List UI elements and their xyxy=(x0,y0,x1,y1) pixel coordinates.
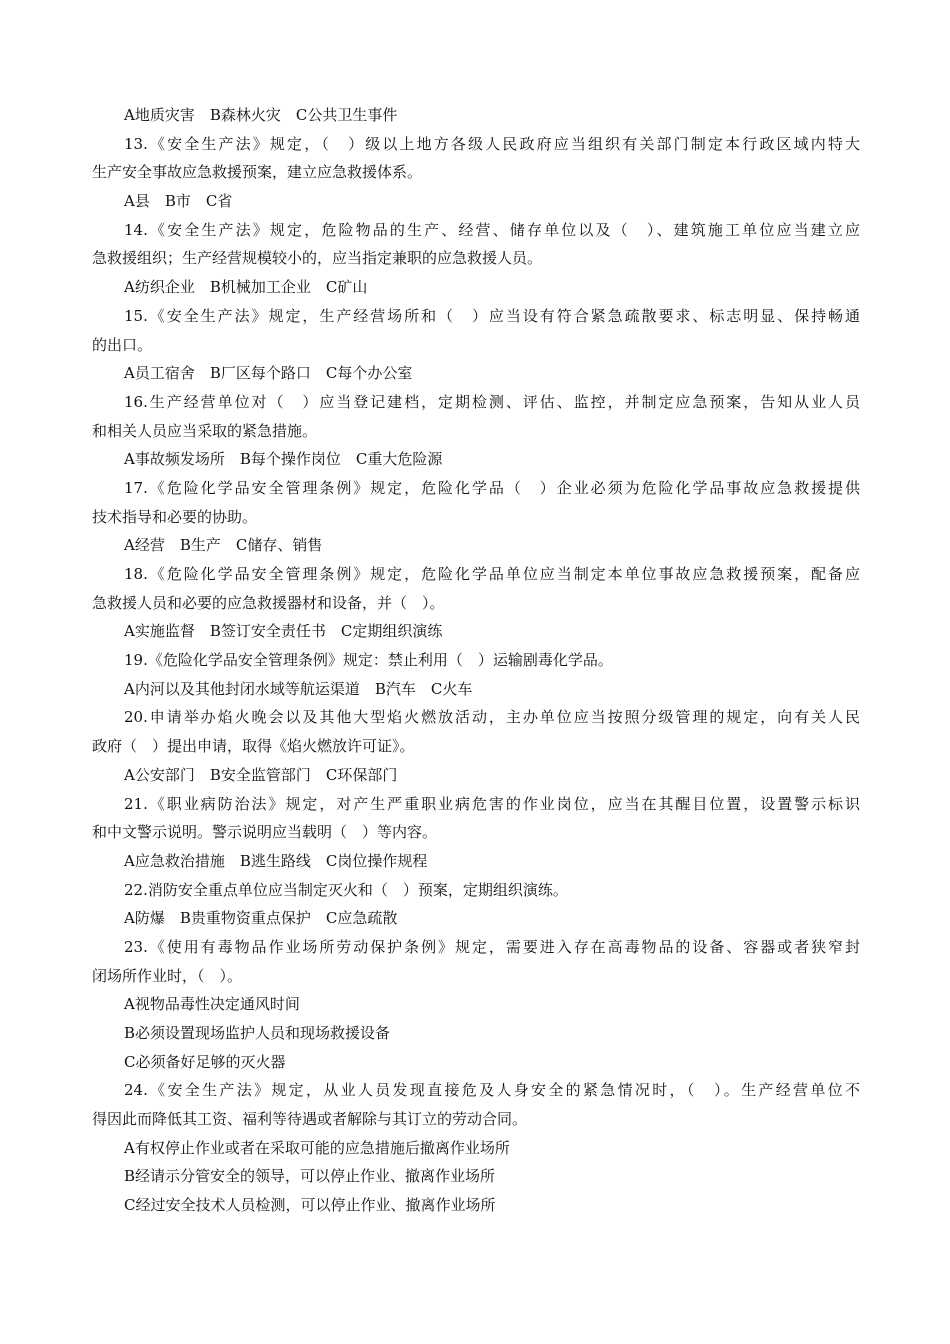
text-line: B必须设置现场监护人员和现场救援设备 xyxy=(124,1024,391,1042)
text-line: 得因此而降低其工资、福利等待遇或者解除与其订立的劳动合同。 xyxy=(92,1110,528,1129)
text-line: A县 B市 C省 xyxy=(124,192,233,211)
text-line: A事故频发场所 B每个操作岗位 C重大危险源 xyxy=(124,450,443,469)
text-line: A地质灾害 B森林火灾 C公共卫生事件 xyxy=(124,106,398,124)
text-line: A防爆 B贵重物资重点保护 C应急疏散 xyxy=(124,909,398,928)
text-line: A员工宿舍 B厂区每个路口 C每个办公室 xyxy=(124,364,413,383)
text-line: A内河以及其他封闭水域等航运渠道 B汽车 C火车 xyxy=(124,679,473,698)
text-line: 闭场所作业时，（ ）。 xyxy=(92,966,243,985)
text-line: C经过安全技术人员检测，可以停止作业、撤离作业场所 xyxy=(124,1196,496,1215)
text-line: 19.《危险化学品安全管理条例》规定：禁止利用（ ）运输剧毒化学品。 xyxy=(124,651,613,670)
text-line: A应急救治措施 B逃生路线 C岗位操作规程 xyxy=(124,851,428,870)
text-line: C必须备好足够的灭火器 xyxy=(124,1052,286,1071)
text-line: 24.《安全生产法》规定，从业人员发现直接危及人身安全的紧急情况时，（ ）。生产经营单位不 xyxy=(124,1081,860,1100)
text-line: 13.《安全生产法》规定，（ ）级以上地方各级人民政府应当组织有关部门制定本行政区域内特大 xyxy=(124,134,860,153)
text-line: 16.生产经营单位对（ ）应当登记建档，定期检测、评估、监控，并制定应急预案，告知从业人员 xyxy=(124,392,860,411)
text-line: A视物品毒性决定通风时间 xyxy=(124,995,300,1014)
text-line: 18.《危险化学品安全管理条例》规定，危险化学品单位应当制定本单位事故应急救援预案，配备应 xyxy=(124,565,860,583)
text-line: 15.《安全生产法》规定，生产经营场所和（ ）应当设有符合紧急疏散要求、标志明显、保持畅通 xyxy=(124,306,860,325)
text-line: A经营 B生产 C储存、销售 xyxy=(124,536,323,555)
text-line: 急救援人员和必要的应急救援器材和设备，并（ ）。 xyxy=(92,593,445,612)
text-line: 和相关人员应当采取的紧急措施。 xyxy=(92,421,318,440)
text-line: 政府（ ）提出申请，取得《焰火燃放许可证》。 xyxy=(92,737,415,756)
text-line: A实施监督 B签订安全责任书 C定期组织演练 xyxy=(124,622,443,641)
text-line: 的出口。 xyxy=(92,335,153,354)
text-line: 17.《危险化学品安全管理条例》规定，危险化学品（ ）企业必须为危险化学品事故应急救援提供 xyxy=(124,478,860,497)
text-line: 21.《职业病防治法》规定，对产生严重职业病危害的作业岗位，应当在其醒目位置，设置警示标识 xyxy=(124,794,860,813)
text-line: A公安部门 B安全监管部门 C环保部门 xyxy=(124,765,398,784)
text-line: A纺织企业 B机械加工企业 C矿山 xyxy=(124,278,368,297)
text-line: A有权停止作业或者在采取可能的应急措施后撤离作业场所 xyxy=(124,1138,510,1157)
text-line: 14.《安全生产法》规定，危险物品的生产、经营、储存单位以及（ ）、建筑施工单位应当建立应 xyxy=(124,220,860,239)
text-line: 和中文警示说明。警示说明应当载明（ ）等内容。 xyxy=(92,823,438,842)
text-line: 生产安全事故应急救援预案，建立应急救援体系。 xyxy=(92,163,423,182)
text-line: 技术指导和必要的协助。 xyxy=(92,507,258,526)
text-line: 20.申请举办焰火晚会以及其他大型焰火燃放活动，主办单位应当按照分级管理的规定，向有关人民 xyxy=(124,708,860,727)
text-line: 急救援组织；生产经营规模较小的，应当指定兼职的应急救援人员。 xyxy=(92,249,543,268)
text-line: B经请示分管安全的领导，可以停止作业、撤离作业场所 xyxy=(124,1167,496,1186)
text-line: 23.《使用有毒物品作业场所劳动保护条例》规定，需要进入存在高毒物品的设备、容器或者狭窄封 xyxy=(124,937,860,956)
text-line: 22.消防安全重点单位应当制定灭火和（ ）预案，定期组织演练。 xyxy=(124,880,568,899)
